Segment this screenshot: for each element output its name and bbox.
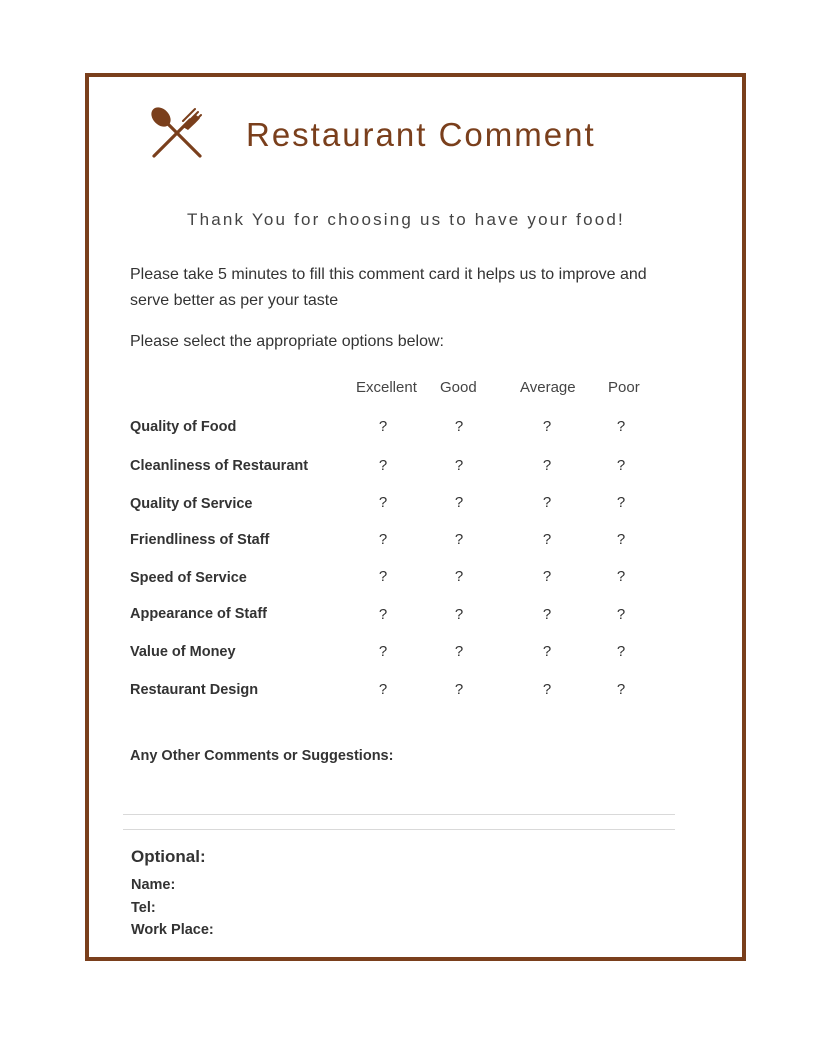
row-label: Value of Money (130, 644, 236, 660)
rating-cell-poor[interactable]: ? (616, 531, 626, 548)
rating-cell-excellent[interactable]: ? (378, 681, 388, 698)
column-header-poor: Poor (608, 379, 640, 396)
thank-you-text: Thank You for choosing us to have your food! (187, 210, 625, 229)
rating-cell-average[interactable]: ? (542, 531, 552, 548)
rating-cell-good[interactable]: ? (454, 531, 464, 548)
rating-cell-good[interactable]: ? (454, 494, 464, 511)
column-header-good: Good (440, 379, 477, 396)
optional-heading: Optional: (131, 847, 206, 866)
row-label: Quality of Service (130, 496, 253, 512)
comments-label: Any Other Comments or Suggestions: (130, 748, 394, 764)
name-field-label: Name: (131, 877, 176, 893)
rating-cell-good[interactable]: ? (454, 457, 464, 474)
rating-cell-poor[interactable]: ? (616, 494, 626, 511)
row-label: Speed of Service (130, 570, 247, 586)
rating-cell-average[interactable]: ? (542, 494, 552, 511)
select-instruction: Please select the appropriate options below: (130, 333, 444, 350)
rating-cell-average[interactable]: ? (542, 643, 552, 660)
intro-paragraph: Please take 5 minutes to fill this comment card it helps us to improve and serve better as per your taste (130, 266, 647, 309)
row-label: Quality of Food (130, 419, 237, 435)
spoon-fork-crossed-icon (148, 106, 206, 160)
rating-cell-excellent[interactable]: ? (378, 418, 388, 435)
comment-line[interactable] (123, 814, 675, 815)
rating-cell-poor[interactable]: ? (616, 568, 626, 585)
rating-cell-poor[interactable]: ? (616, 418, 626, 435)
rating-cell-good[interactable]: ? (454, 606, 464, 623)
rating-cell-excellent[interactable]: ? (378, 643, 388, 660)
rating-cell-excellent[interactable]: ? (378, 531, 388, 548)
column-header-average: Average (520, 379, 576, 396)
rating-cell-poor[interactable]: ? (616, 643, 626, 660)
tel-field-label: Tel: (131, 900, 156, 916)
comment-card-border (85, 73, 746, 961)
rating-cell-poor[interactable]: ? (616, 606, 626, 623)
rating-cell-average[interactable]: ? (542, 681, 552, 698)
rating-cell-good[interactable]: ? (454, 418, 464, 435)
rating-cell-average[interactable]: ? (542, 418, 552, 435)
column-header-excellent: Excellent (356, 379, 417, 396)
rating-cell-excellent[interactable]: ? (378, 606, 388, 623)
rating-cell-excellent[interactable]: ? (378, 568, 388, 585)
rating-cell-average[interactable]: ? (542, 606, 552, 623)
rating-cell-average[interactable]: ? (542, 457, 552, 474)
rating-cell-good[interactable]: ? (454, 568, 464, 585)
row-label: Cleanliness of Restaurant (130, 458, 309, 474)
row-label: Appearance of Staff (130, 606, 267, 622)
rating-cell-poor[interactable]: ? (616, 457, 626, 474)
rating-cell-excellent[interactable]: ? (378, 457, 388, 474)
rating-cell-poor[interactable]: ? (616, 681, 626, 698)
comment-line[interactable] (123, 829, 675, 830)
page-title: Restaurant Comment (246, 116, 596, 153)
row-label: Friendliness of Staff (130, 532, 270, 548)
work-place-field-label: Work Place: (131, 922, 214, 938)
rating-cell-good[interactable]: ? (454, 681, 464, 698)
rating-cell-excellent[interactable]: ? (378, 494, 388, 511)
row-label: Restaurant Design (130, 682, 259, 698)
rating-cell-average[interactable]: ? (542, 568, 552, 585)
rating-cell-good[interactable]: ? (454, 643, 464, 660)
